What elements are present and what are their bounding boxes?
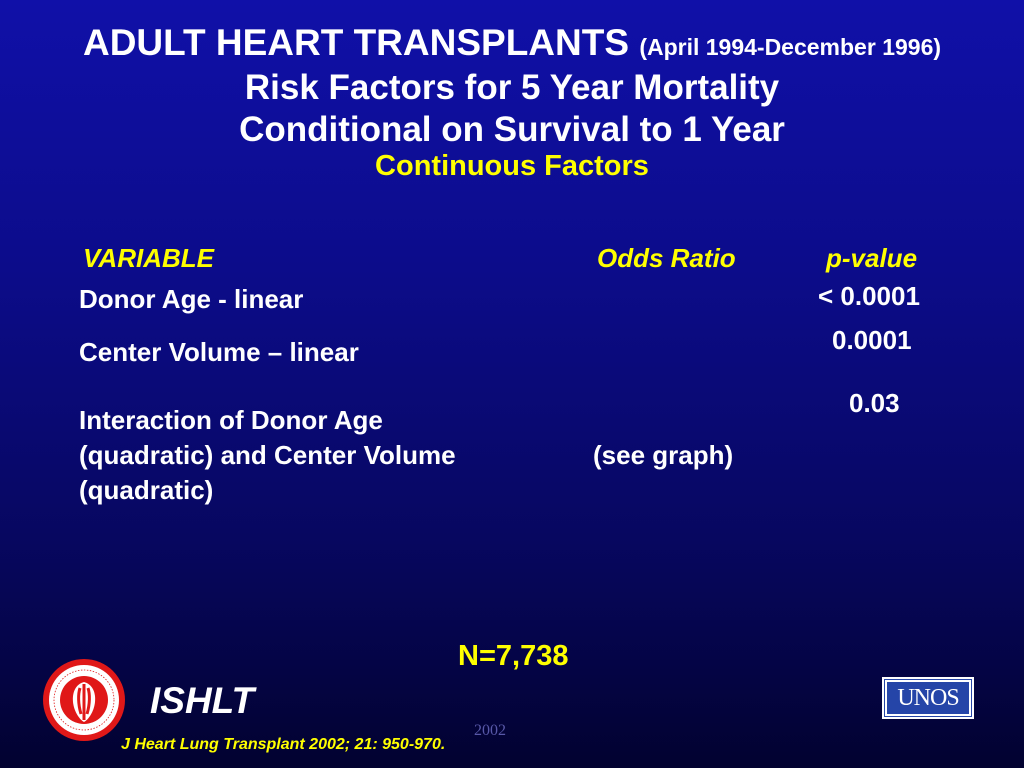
- sample-size: N=7,738: [458, 640, 569, 672]
- title-line-2: Risk Factors for 5 Year Mortality: [244, 68, 780, 107]
- row-1-variable: Donor Age - linear: [79, 284, 304, 314]
- header-odds-ratio: Odds Ratio: [597, 243, 736, 273]
- header-variable: VARIABLE: [83, 243, 214, 273]
- unos-logo: [882, 677, 974, 719]
- title-main: ADULT HEART TRANSPLANTS: [82, 22, 630, 63]
- row-2-variable: Center Volume – linear: [79, 337, 359, 367]
- row-3-variable-line: (quadratic) and Center Volume: [79, 440, 456, 470]
- title-dates: (April 1994-December 1996): [639, 34, 942, 60]
- header-p-value: p-value: [826, 243, 918, 273]
- row-3-variable: [79, 403, 456, 508]
- row-2-p-value: 0.0001: [832, 325, 912, 355]
- subtitle: Continuous Factors: [375, 150, 649, 182]
- row-3-p-value: 0.03: [849, 388, 900, 418]
- row-3-variable-line: Interaction of Donor Age: [79, 405, 383, 435]
- year-label: 2002: [474, 722, 506, 739]
- row-3-variable-line: (quadratic): [79, 475, 214, 505]
- ishlt-seal-logo: [42, 658, 126, 742]
- citation: J Heart Lung Transplant 2002; 21: 950-970.: [121, 736, 446, 753]
- row-1-p-value: < 0.0001: [818, 281, 920, 311]
- title-line-3: Conditional on Survival to 1 Year: [239, 110, 785, 149]
- slide-title: [0, 22, 1024, 64]
- row-3-odds-ratio: (see graph): [593, 440, 734, 470]
- unos-logo-text: UNOS: [885, 680, 971, 716]
- ishlt-label: ISHLT: [150, 680, 255, 721]
